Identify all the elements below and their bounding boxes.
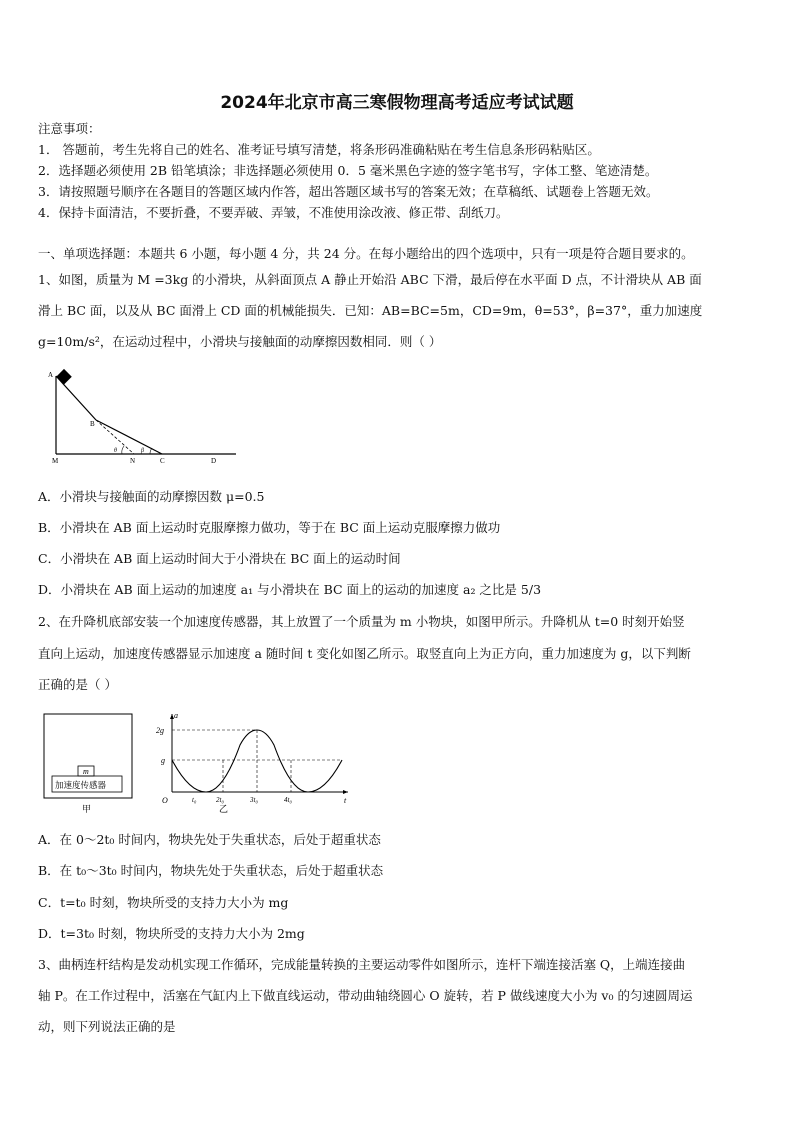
q1-option-d: D．小滑块在 AB 面上运动的加速度 a₁ 与小滑块在 BC 面上的运动的加速度 a₂ 之比是 5/3 <box>38 582 542 597</box>
page-title: 2024年北京市高三寒假物理高考适应考试试题 <box>220 93 574 113</box>
q2-line-1: 2、在升降机底部安装一个加速度传感器，其上放置了一个质量为 m 小物块，如图甲所示。升降机从 t=0 时刻开始竖 <box>38 614 685 629</box>
q1-incline-figure <box>44 366 244 466</box>
q1-option-b: B．小滑块在 AB 面上运动时克服摩擦力做功，等于在 BC 面上运动克服摩擦力做功 <box>38 520 501 535</box>
q2-option-a: A．在 0～2t₀ 时间内，物块先处于失重状态，后处于超重状态 <box>38 832 381 847</box>
notice-item-2: 2．选择题必须使用 2B 铅笔填涂；非选择题必须使用 0．5 毫米黑色字迹的签字笔书写，字体工整、笔迹清楚。 <box>38 163 658 178</box>
slider-block <box>56 369 72 385</box>
q2-figure-yi <box>152 708 352 818</box>
q2-figure-jia <box>40 708 140 818</box>
notice-item-1: 1． 答题前，考生先将自己的姓名、准考证号填写清楚，将条形码准确粘贴在考生信息条形码粘贴区。 <box>38 142 600 157</box>
sensor-label: 加速度传感器 <box>55 780 107 790</box>
q2-line-2: 直向上运动，加速度传感器显示加速度 a 随时间 t 变化如图乙所示。取竖直向上为正方向，重力加速度为 g，以下判断 <box>38 646 691 661</box>
fig-yi-caption: 乙 <box>219 804 229 814</box>
notice-item-4: 4．保持卡面清洁，不要折叠，不要弄破、弄皱，不准使用涂改液、修正带、刮纸刀。 <box>38 205 509 220</box>
label-beta: β <box>141 448 144 454</box>
q1-line-3: g=10m/s²，在运动过程中，小滑块与接触面的动摩擦因数相同．则（ ） <box>38 334 442 349</box>
mass-label: m <box>83 767 89 776</box>
q3-line-3: 动，则下列说法正确的是 <box>38 1019 176 1034</box>
q3-line-2: 轴 P。在工作过程中，活塞在气缸内上下做直线运动，带动曲轴绕圆心 O 旋转，若 P 做线速度大小为 v₀ 的匀速圆周运 <box>38 988 693 1003</box>
label-B: B <box>90 420 95 428</box>
label-N: N <box>130 457 136 465</box>
label-C: C <box>160 457 165 465</box>
q1-option-c: C．小滑块在 AB 面上运动时间大于小滑块在 BC 面上的运动时间 <box>38 551 401 566</box>
origin-label: O <box>162 796 168 805</box>
y-tick-g: g <box>161 756 165 765</box>
label-A: A <box>48 371 54 379</box>
x-tick-4t0: 4t₀ <box>284 796 292 804</box>
x-tick-t0: t₀ <box>192 796 197 804</box>
q1-line-2: 滑上 BC 面，以及从 BC 面滑上 CD 面的机械能损失．已知：AB=BC=5m，CD=9m，θ=53°，β=37°，重力加速度 <box>38 303 703 318</box>
label-M: M <box>52 457 59 465</box>
section-heading: 一、单项选择题：本题共 6 小题，每小题 4 分，共 24 分。在每小题给出的四个选项中，只有一项是符合题目要求的。 <box>38 246 694 261</box>
x-tick-2t0: 2t₀ <box>216 796 224 804</box>
label-theta: θ <box>114 448 117 454</box>
label-D: D <box>211 457 217 465</box>
q1-option-a: A．小滑块与接触面的动摩擦因数 μ=0.5 <box>38 489 265 504</box>
q2-option-d: D．t=3t₀ 时刻，物块所受的支持力大小为 2mg <box>38 926 305 941</box>
notice-item-3: 3．请按照题号顺序在各题目的答题区域内作答，超出答题区域书写的答案无效；在草稿纸、试题卷上答题无效。 <box>38 184 659 199</box>
q1-line-1: 1、如图，质量为 M =3kg 的小滑块，从斜面顶点 A 静止开始沿 ABC 下滑，最后停在水平面 D 点，不计滑块从 AB 面 <box>38 272 702 287</box>
q2-line-3: 正确的是（ ） <box>38 677 117 692</box>
q2-option-b: B．在 t₀～3t₀ 时间内，物块先处于失重状态，后处于超重状态 <box>38 863 384 878</box>
y-tick-2g: 2g <box>156 726 164 735</box>
q2-option-c: C．t=t₀ 时刻，物块所受的支持力大小为 mg <box>38 895 289 910</box>
notice-heading: 注意事项： <box>38 121 101 136</box>
x-tick-3t0: 3t₀ <box>250 796 258 804</box>
q3-line-1: 3、曲柄连杆结构是发动机实现工作循环，完成能量转换的主要运动零件如图所示，连杆下端连接活塞 Q，上端连接曲 <box>38 957 686 972</box>
y-axis-label: a <box>174 711 178 720</box>
fig-jia-caption: 甲 <box>82 804 92 814</box>
x-axis-label: t <box>344 796 347 805</box>
